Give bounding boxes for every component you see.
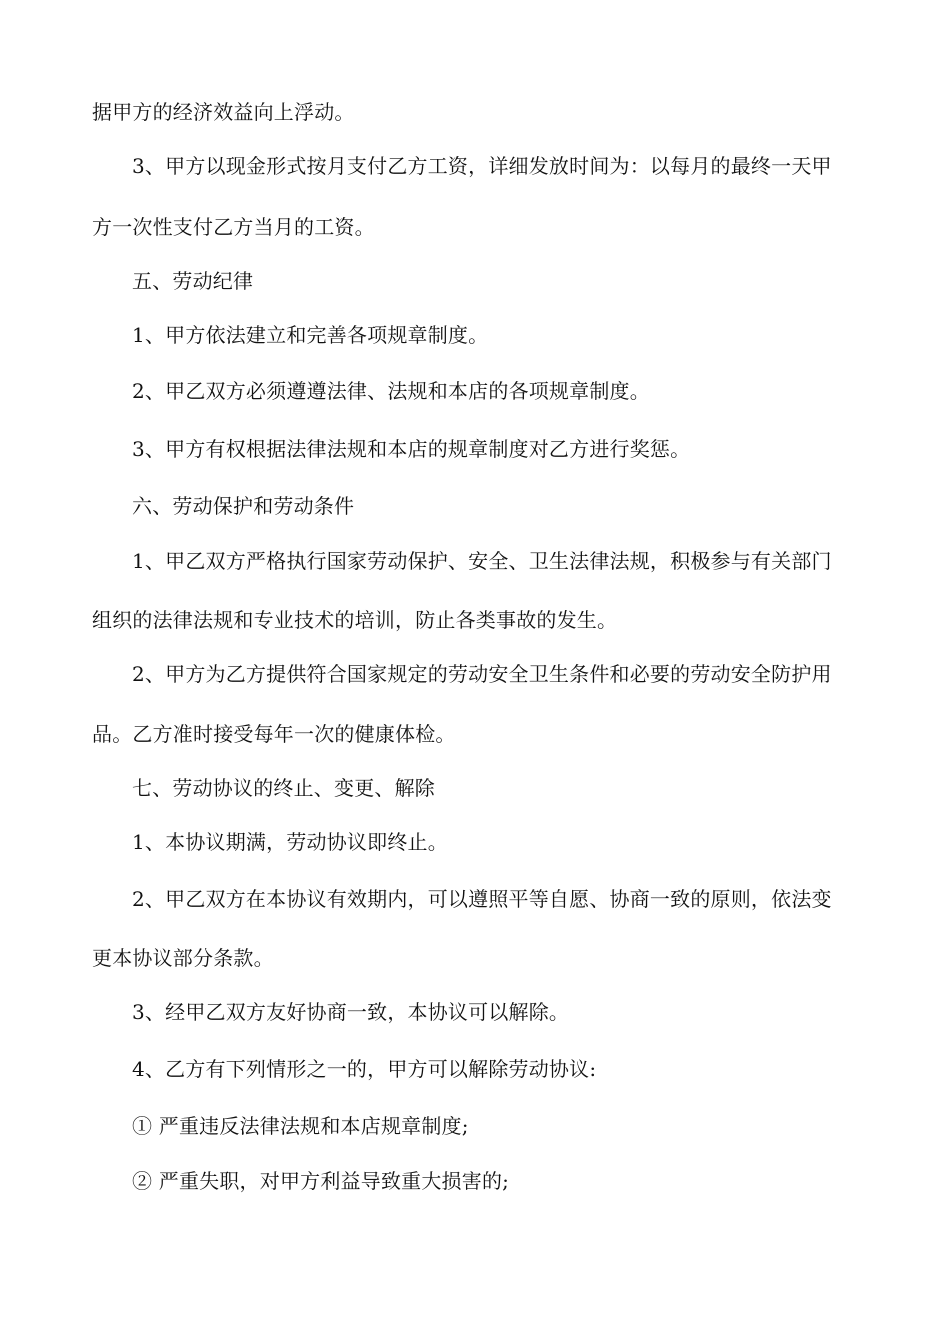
- paragraph-line: 组织的法律法规和专业技术的培训，防止各类事故的发生。: [92, 608, 618, 632]
- list-item: ② 严重失职，对甲方利益导致重大损害的;: [132, 1169, 510, 1193]
- paragraph-line: 方一次性支付乙方当月的工资。: [92, 215, 375, 239]
- paragraph-line: 2、甲乙双方在本协议有效期内，可以遵照平等自愿、协商一致的原则，依法变: [132, 887, 832, 911]
- paragraph-line: 品。乙方准时接受每年一次的健康体检。: [92, 722, 456, 746]
- section-heading: 五、劳动纪律: [132, 269, 254, 293]
- paragraph-line: 1、甲方依法建立和完善各项规章制度。: [132, 323, 489, 347]
- paragraph-line: 更本协议部分条款。: [92, 946, 274, 970]
- paragraph-line: 1、甲乙双方严格执行国家劳动保护、安全、卫生法律法规，积极参与有关部门: [132, 549, 832, 573]
- list-item: ① 严重违反法律法规和本店规章制度;: [132, 1114, 469, 1138]
- paragraph-line: 1、本协议期满，劳动协议即终止。: [132, 830, 448, 854]
- paragraph-line: 3、经甲乙双方友好协商一致，本协议可以解除。: [132, 1000, 570, 1024]
- paragraph-line: 3、甲方有权根据法律法规和本店的规章制度对乙方进行奖惩。: [132, 437, 691, 461]
- section-heading: 六、劳动保护和劳动条件: [132, 494, 355, 518]
- paragraph-line: 4、乙方有下列情形之一的，甲方可以解除劳动协议:: [132, 1057, 597, 1081]
- paragraph-line: 据甲方的经济效益向上浮动。: [92, 100, 355, 124]
- paragraph-line: 2、甲乙双方必须遵遵法律、法规和本店的各项规章制度。: [132, 379, 650, 403]
- paragraph-line: 2、甲方为乙方提供符合国家规定的劳动安全卫生条件和必要的劳动安全防护用: [132, 662, 832, 686]
- paragraph-line: 3、甲方以现金形式按月支付乙方工资，详细发放时间为：以每月的最终一天甲: [132, 154, 832, 178]
- section-heading: 七、劳动协议的终止、变更、解除: [132, 776, 435, 800]
